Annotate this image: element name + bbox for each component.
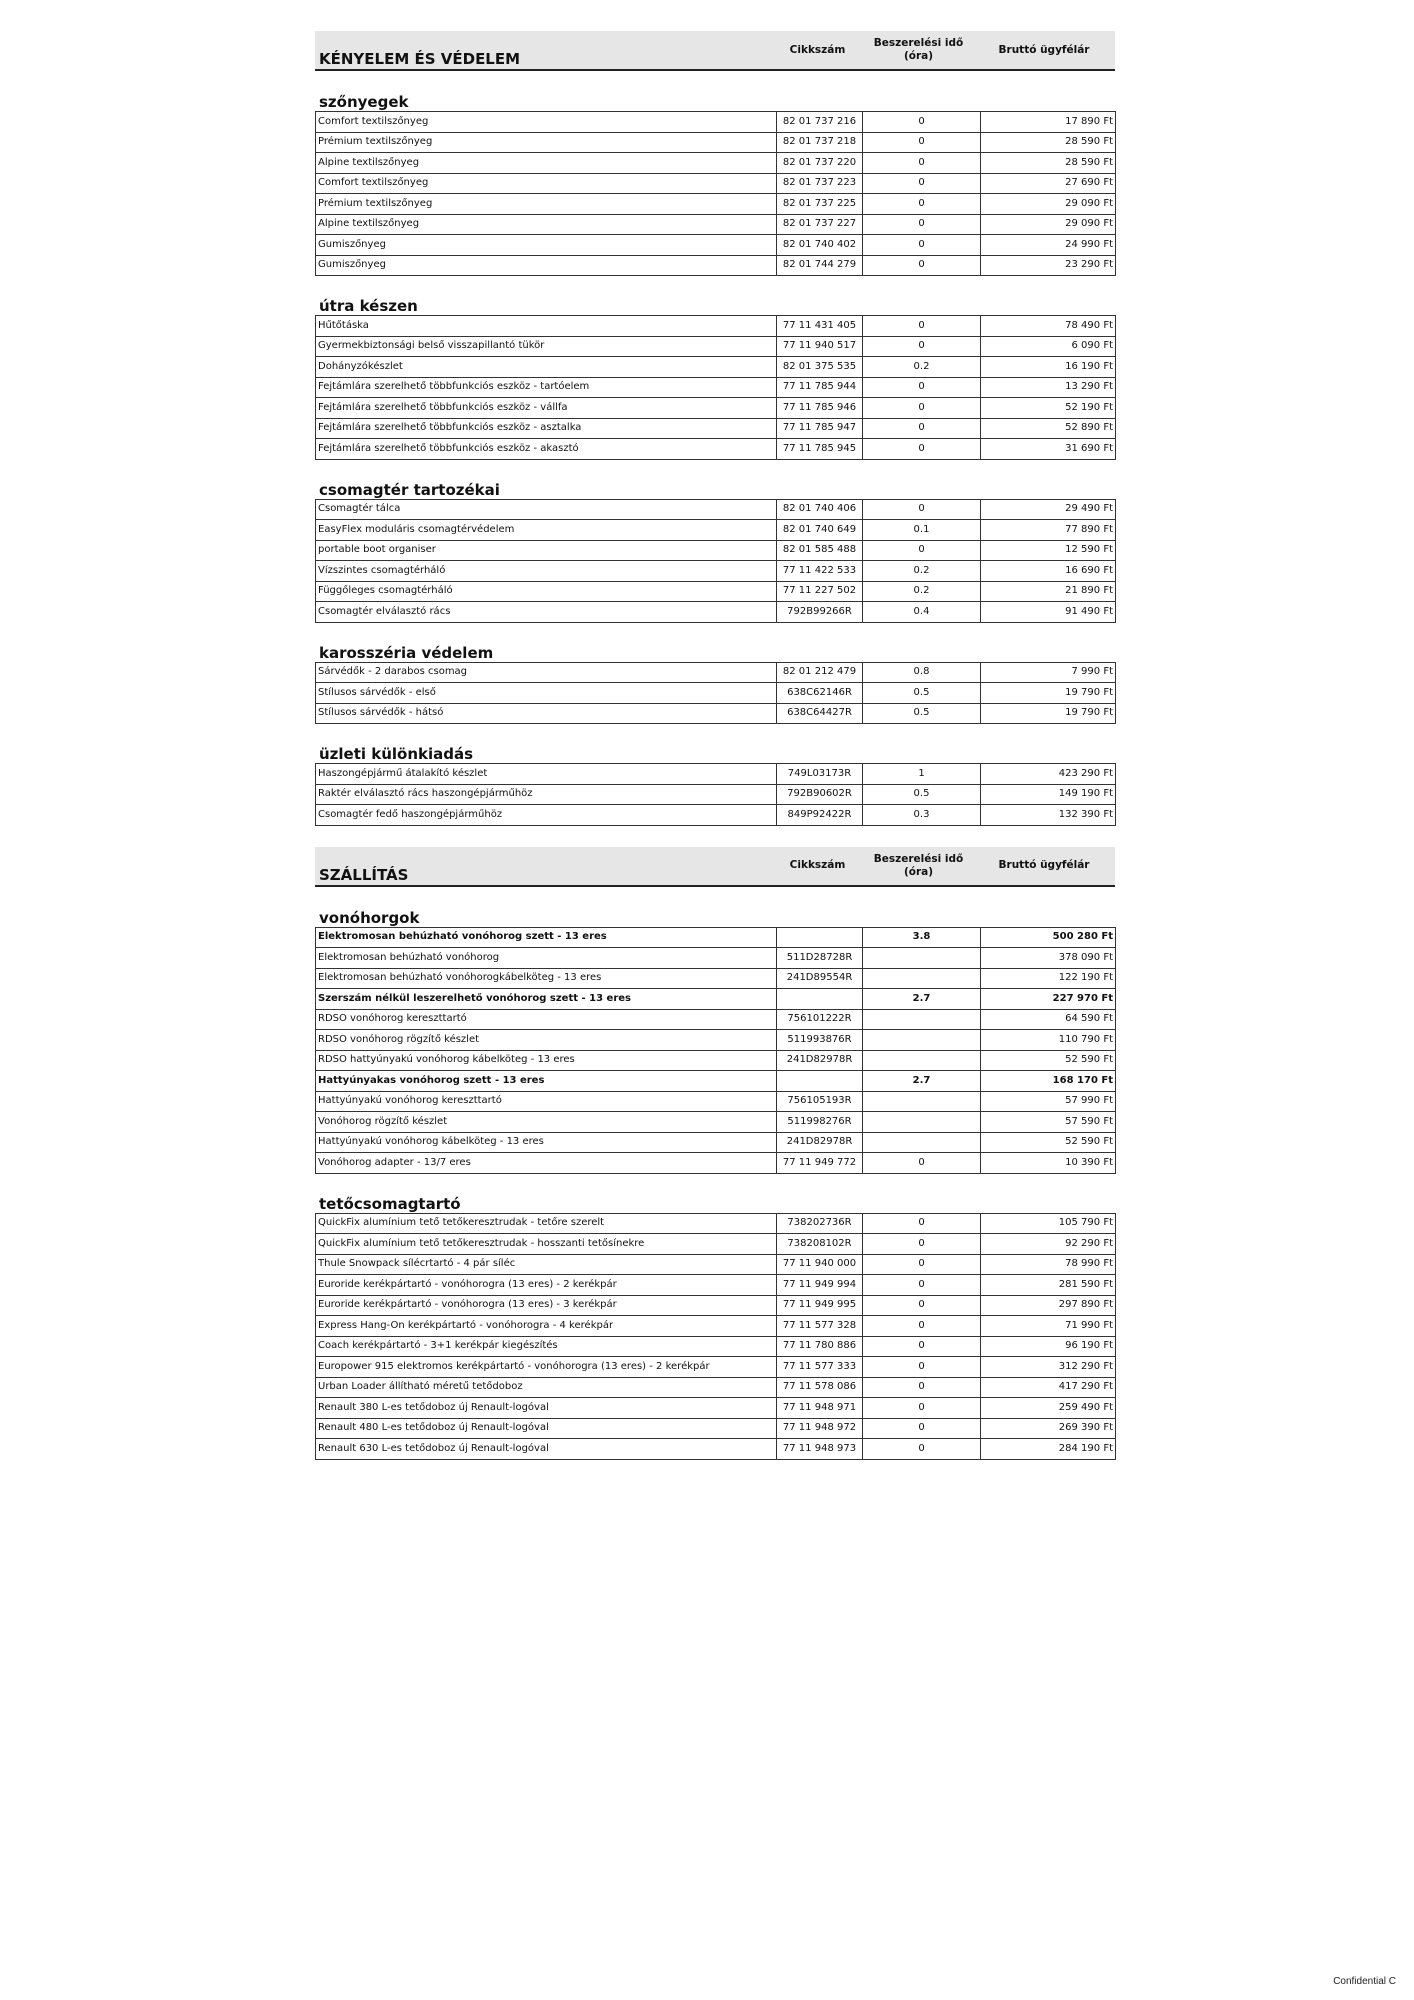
gross-price: 284 190 Ft [981,1439,1116,1460]
gross-price: 269 390 Ft [981,1418,1116,1439]
product-name: Csomagtér tálca [316,499,777,520]
install-time: 0 [863,255,981,276]
group-title: üzleti különkiadás [319,745,474,763]
part-number: 82 01 212 479 [777,662,863,683]
product-name: Vonóhorog rögzítő készlet [316,1112,777,1133]
gross-price: 6 090 Ft [981,336,1116,357]
gross-price: 110 790 Ft [981,1030,1116,1051]
install-time: 0 [863,540,981,561]
gross-price: 52 190 Ft [981,398,1116,419]
product-table [315,499,1116,623]
product-name: Renault 480 L-es tetődoboz új Renault-logóval [316,1418,777,1439]
table-row [316,316,1116,337]
install-time: 0 [863,499,981,520]
product-name: Coach kerékpártartó - 3+1 kerékpár kiegészítés [316,1336,777,1357]
table-row [316,173,1116,194]
product-group [315,93,1115,276]
gross-price: 378 090 Ft [981,948,1116,969]
product-name: Elektromosan behúzható vonóhorog szett - 13 eres [316,927,777,948]
install-time [863,1132,981,1153]
install-time: 0 [863,1439,981,1460]
install-time: 0 [863,194,981,215]
table-row [316,1316,1116,1337]
product-table [315,111,1116,276]
install-time: 0.3 [863,805,981,826]
gross-price: 52 590 Ft [981,1050,1116,1071]
product-name: Fejtámlára szerelhető többfunkciós eszköz - tartóelem [316,377,777,398]
product-table [315,763,1116,826]
part-number: 77 11 785 946 [777,398,863,419]
install-time: 2.7 [863,989,981,1010]
install-time: 0 [863,173,981,194]
part-number: 77 11 948 971 [777,1398,863,1419]
install-time [863,1009,981,1030]
product-name: Renault 630 L-es tetődoboz új Renault-logóval [316,1439,777,1460]
part-number: 82 01 737 216 [777,112,863,133]
install-time: 0 [863,1153,981,1174]
install-time: 3.8 [863,927,981,948]
install-time: 0.5 [863,703,981,724]
install-time: 0 [863,1357,981,1378]
table-row [316,602,1116,623]
product-name: Dohányzókészlet [316,357,777,378]
gross-price: 19 790 Ft [981,703,1116,724]
product-name: Euroride kerékpártartó - vonóhorogra (13 eres) - 2 kerékpár [316,1275,777,1296]
install-time: 0 [863,316,981,337]
gross-price: 122 190 Ft [981,968,1116,989]
product-name: Elektromosan behúzható vonóhorog [316,948,777,969]
gross-price: 13 290 Ft [981,377,1116,398]
product-name: Csomagtér fedő haszongépjárműhöz [316,805,777,826]
product-name: Csomagtér elválasztó rács [316,602,777,623]
table-row [316,132,1116,153]
part-number: 77 11 431 405 [777,316,863,337]
part-number: 77 11 940 000 [777,1254,863,1275]
table-row [316,540,1116,561]
gross-price: 7 990 Ft [981,662,1116,683]
product-table [315,927,1116,1174]
part-number: 77 11 422 533 [777,561,863,582]
table-row [316,1050,1116,1071]
part-number: 638C64427R [777,703,863,724]
install-time: 2.7 [863,1071,981,1092]
product-name: Gumiszőnyeg [316,235,777,256]
group-title: szőnyegek [319,93,409,111]
table-row [316,1112,1116,1133]
gross-price: 71 990 Ft [981,1316,1116,1337]
part-number: 82 01 740 402 [777,235,863,256]
section-spacer [315,826,1115,847]
gross-price: 29 490 Ft [981,499,1116,520]
product-name: Stílusos sárvédők - hátsó [316,703,777,724]
gross-price: 10 390 Ft [981,1153,1116,1174]
gross-price: 78 490 Ft [981,316,1116,337]
part-number: 792B90602R [777,784,863,805]
product-name: Alpine textilszőnyeg [316,153,777,174]
kit-row [316,989,1116,1010]
part-number [777,1071,863,1092]
table-row [316,235,1116,256]
install-time: 0 [863,1295,981,1316]
table-row [316,1153,1116,1174]
table-row [316,662,1116,683]
product-name: Express Hang-On kerékpártartó - vonóhorogra - 4 kerékpár [316,1316,777,1337]
part-number: 77 11 577 328 [777,1316,863,1337]
table-row [316,520,1116,541]
table-row [316,1398,1116,1419]
part-number: 77 11 949 994 [777,1275,863,1296]
part-number: 756105193R [777,1091,863,1112]
product-group [315,481,1115,623]
product-name: QuickFix alumínium tető tetőkeresztrudak - tetőre szerelt [316,1213,777,1234]
part-number: 241D82978R [777,1050,863,1071]
install-time: 0 [863,377,981,398]
table-row [316,581,1116,602]
table-row [316,499,1116,520]
part-number: 77 11 785 944 [777,377,863,398]
part-number: 82 01 744 279 [777,255,863,276]
part-number: 77 11 949 995 [777,1295,863,1316]
table-row [316,703,1116,724]
part-number: 511D28728R [777,948,863,969]
part-number: 82 01 737 225 [777,194,863,215]
product-name: Hattyúnyakú vonóhorog kereszttartó [316,1091,777,1112]
table-row [316,968,1116,989]
part-number: 756101222R [777,1009,863,1030]
table-row [316,805,1116,826]
install-time: 0 [863,1316,981,1337]
part-number: 738202736R [777,1213,863,1234]
install-time: 0 [863,1213,981,1234]
gross-price: 24 990 Ft [981,235,1116,256]
table-row [316,1030,1116,1051]
part-number: 77 11 940 517 [777,336,863,357]
product-name: Renault 380 L-es tetődoboz új Renault-logóval [316,1398,777,1419]
install-time: 0 [863,1234,981,1255]
product-group [315,644,1115,725]
product-name: Prémium textilszőnyeg [316,132,777,153]
part-number: 82 01 740 649 [777,520,863,541]
gross-price: 12 590 Ft [981,540,1116,561]
table-row [316,377,1116,398]
product-name: Gyermekbiztonsági belső visszapillantó tükör [316,336,777,357]
part-number: 638C62146R [777,683,863,704]
gross-price: 297 890 Ft [981,1295,1116,1316]
gross-price: 132 390 Ft [981,805,1116,826]
product-group [315,297,1115,460]
gross-price: 21 890 Ft [981,581,1116,602]
group-title: karosszéria védelem [319,643,494,662]
gross-price: 16 690 Ft [981,561,1116,582]
gross-price: 417 290 Ft [981,1377,1116,1398]
product-name: Raktér elválasztó rács haszongépjárműhöz [316,784,777,805]
table-row [316,398,1116,419]
gross-price: 57 590 Ft [981,1112,1116,1133]
column-header-price: Bruttó ügyfélár [998,43,1090,56]
part-number: 738208102R [777,1234,863,1255]
product-group [315,909,1115,1174]
section-title: KÉNYELEM ÉS VÉDELEM [319,50,521,68]
product-name: Haszongépjármű átalakító készlet [316,764,777,785]
install-time: 0 [863,214,981,235]
gross-price: 105 790 Ft [981,1213,1116,1234]
product-name: Vonóhorog adapter - 13/7 eres [316,1153,777,1174]
gross-price: 16 190 Ft [981,357,1116,378]
product-name: EasyFlex moduláris csomagtérvédelem [316,520,777,541]
part-number: 77 11 785 945 [777,439,863,460]
product-name: Comfort textilszőnyeg [316,112,777,133]
install-time: 0 [863,418,981,439]
product-name: Hattyúnyakas vonóhorog szett - 13 eres [316,1071,777,1092]
table-row [316,418,1116,439]
confidentiality-label: Confidential C [1333,1976,1396,1987]
gross-price: 259 490 Ft [981,1398,1116,1419]
gross-price: 96 190 Ft [981,1336,1116,1357]
table-row [316,948,1116,969]
gross-price: 28 590 Ft [981,132,1116,153]
gross-price: 227 970 Ft [981,989,1116,1010]
install-time: 0 [863,132,981,153]
product-table [315,662,1116,725]
install-time: 0 [863,112,981,133]
product-name: Fejtámlára szerelhető többfunkciós eszköz - vállfa [316,398,777,419]
part-number: 511993876R [777,1030,863,1051]
part-number: 77 11 948 973 [777,1439,863,1460]
install-time: 0 [863,398,981,419]
part-number [777,989,863,1010]
gross-price: 168 170 Ft [981,1071,1116,1092]
install-time: 0.8 [863,662,981,683]
install-time: 1 [863,764,981,785]
table-row [316,194,1116,215]
gross-price: 52 590 Ft [981,1132,1116,1153]
install-time: 0.5 [863,683,981,704]
table-row [316,357,1116,378]
table-row [316,1377,1116,1398]
part-number: 749L03173R [777,764,863,785]
part-number: 82 01 737 223 [777,173,863,194]
product-name: Stílusos sárvédők - első [316,683,777,704]
column-header-install-time: Beszerelési idő (óra) [873,852,964,878]
part-number: 77 11 948 972 [777,1418,863,1439]
install-time [863,1050,981,1071]
product-name: RDSO hattyúnyakú vonóhorog kábelköteg - 13 eres [316,1050,777,1071]
part-number: 511998276R [777,1112,863,1133]
install-time [863,1112,981,1133]
group-title: csomagtér tartozékai [319,480,500,499]
product-name: Comfort textilszőnyeg [316,173,777,194]
gross-price: 28 590 Ft [981,153,1116,174]
part-number [777,927,863,948]
gross-price: 29 090 Ft [981,214,1116,235]
table-row [316,1439,1116,1460]
product-table [315,315,1116,460]
product-name: portable boot organiser [316,540,777,561]
part-number: 82 01 737 218 [777,132,863,153]
part-number: 77 11 785 947 [777,418,863,439]
gross-price: 312 290 Ft [981,1357,1116,1378]
product-name: Thule Snowpack sílécrtartó - 4 pár síléc [316,1254,777,1275]
table-row [316,255,1116,276]
product-name: Fejtámlára szerelhető többfunkciós eszköz - asztalka [316,418,777,439]
gross-price: 91 490 Ft [981,602,1116,623]
product-name: Szerszám nélkül leszerelhető vonóhorog szett - 13 eres [316,989,777,1010]
gross-price: 149 190 Ft [981,784,1116,805]
table-row [316,1132,1116,1153]
gross-price: 29 090 Ft [981,194,1116,215]
gross-price: 500 280 Ft [981,927,1116,948]
table-row [316,1357,1116,1378]
product-name: Hattyúnyakú vonóhorog kábelköteg - 13 eres [316,1132,777,1153]
gross-price: 23 290 Ft [981,255,1116,276]
product-name: Függőleges csomagtérháló [316,581,777,602]
product-name: Alpine textilszőnyeg [316,214,777,235]
table-row [316,1213,1116,1234]
install-time: 0.2 [863,357,981,378]
product-name: Gumiszőnyeg [316,255,777,276]
gross-price: 77 890 Ft [981,520,1116,541]
install-time: 0 [863,1377,981,1398]
product-name: Vízszintes csomagtérháló [316,561,777,582]
table-row [316,1418,1116,1439]
install-time: 0 [863,235,981,256]
part-number: 77 11 949 772 [777,1153,863,1174]
kit-row [316,1071,1116,1092]
part-number: 82 01 740 406 [777,499,863,520]
product-table [315,1213,1116,1460]
table-row [316,1295,1116,1316]
table-row [316,764,1116,785]
table-row [316,784,1116,805]
product-name: RDSO vonóhorog kereszttartó [316,1009,777,1030]
column-header-code: Cikkszám [789,859,846,871]
part-number: 77 11 577 333 [777,1357,863,1378]
gross-price: 92 290 Ft [981,1234,1116,1255]
install-time: 0.2 [863,561,981,582]
gross-price: 78 990 Ft [981,1254,1116,1275]
section-title: SZÁLLÍTÁS [319,865,409,884]
part-number: 77 11 227 502 [777,581,863,602]
product-name: Europower 915 elektromos kerékpártartó - vonóhorogra (13 eres) - 2 kerékpár [316,1357,777,1378]
group-title: vonóhorgok [319,908,420,927]
product-name: Elektromosan behúzható vonóhorogkábelköteg - 13 eres [316,968,777,989]
install-time: 0 [863,1254,981,1275]
part-number: 82 01 585 488 [777,540,863,561]
section-header [315,31,1115,71]
gross-price: 423 290 Ft [981,764,1116,785]
table-row [316,1091,1116,1112]
part-number: 77 11 780 886 [777,1336,863,1357]
product-name: QuickFix alumínium tető tetőkeresztrudak - hosszanti tetősínekre [316,1234,777,1255]
section-header [315,847,1115,887]
product-group [315,1195,1115,1460]
gross-price: 52 890 Ft [981,418,1116,439]
product-name: RDSO vonóhorog rögzítő készlet [316,1030,777,1051]
table-row [316,336,1116,357]
part-number: 77 11 578 086 [777,1377,863,1398]
price-list-document [315,31,1115,1460]
part-number: 82 01 375 535 [777,357,863,378]
install-time [863,1091,981,1112]
table-row [316,112,1116,133]
part-number: 792B99266R [777,602,863,623]
column-header-install-time: Beszerelési idő (óra) [873,37,964,62]
install-time: 0 [863,439,981,460]
table-row [316,153,1116,174]
install-time: 0 [863,1418,981,1439]
product-name: Prémium textilszőnyeg [316,194,777,215]
kit-row [316,927,1116,948]
table-row [316,561,1116,582]
table-row [316,1234,1116,1255]
table-row [316,1009,1116,1030]
product-name: Hűtőtáska [316,316,777,337]
column-header-price: Bruttó ügyfélár [998,859,1090,871]
install-time: 0.4 [863,602,981,623]
gross-price: 31 690 Ft [981,439,1116,460]
install-time: 0 [863,1398,981,1419]
gross-price: 17 890 Ft [981,112,1116,133]
table-row [316,1336,1116,1357]
part-number: 82 01 737 227 [777,214,863,235]
table-row [316,1275,1116,1296]
product-name: Euroride kerékpártartó - vonóhorogra (13 eres) - 3 kerékpár [316,1295,777,1316]
part-number: 241D82978R [777,1132,863,1153]
product-group [315,745,1115,826]
install-time [863,1030,981,1051]
product-name: Sárvédők - 2 darabos csomag [316,662,777,683]
gross-price: 19 790 Ft [981,683,1116,704]
part-number: 82 01 737 220 [777,153,863,174]
table-row [316,683,1116,704]
product-name: Fejtámlára szerelhető többfunkciós eszköz - akasztó [316,439,777,460]
gross-price: 57 990 Ft [981,1091,1116,1112]
group-title: útra készen [319,297,418,315]
install-time: 0 [863,1275,981,1296]
install-time [863,968,981,989]
product-name: Urban Loader állítható méretű tetődoboz [316,1377,777,1398]
install-time: 0.5 [863,784,981,805]
table-row [316,1254,1116,1275]
install-time: 0 [863,336,981,357]
install-time [863,948,981,969]
part-number: 241D89554R [777,968,863,989]
install-time: 0 [863,1336,981,1357]
install-time: 0 [863,153,981,174]
gross-price: 27 690 Ft [981,173,1116,194]
gross-price: 281 590 Ft [981,1275,1116,1296]
table-row [316,439,1116,460]
install-time: 0.2 [863,581,981,602]
column-header-code: Cikkszám [789,43,846,56]
table-row [316,214,1116,235]
gross-price: 64 590 Ft [981,1009,1116,1030]
group-title: tetőcsomagtartó [319,1194,461,1213]
install-time: 0.1 [863,520,981,541]
part-number: 849P92422R [777,805,863,826]
